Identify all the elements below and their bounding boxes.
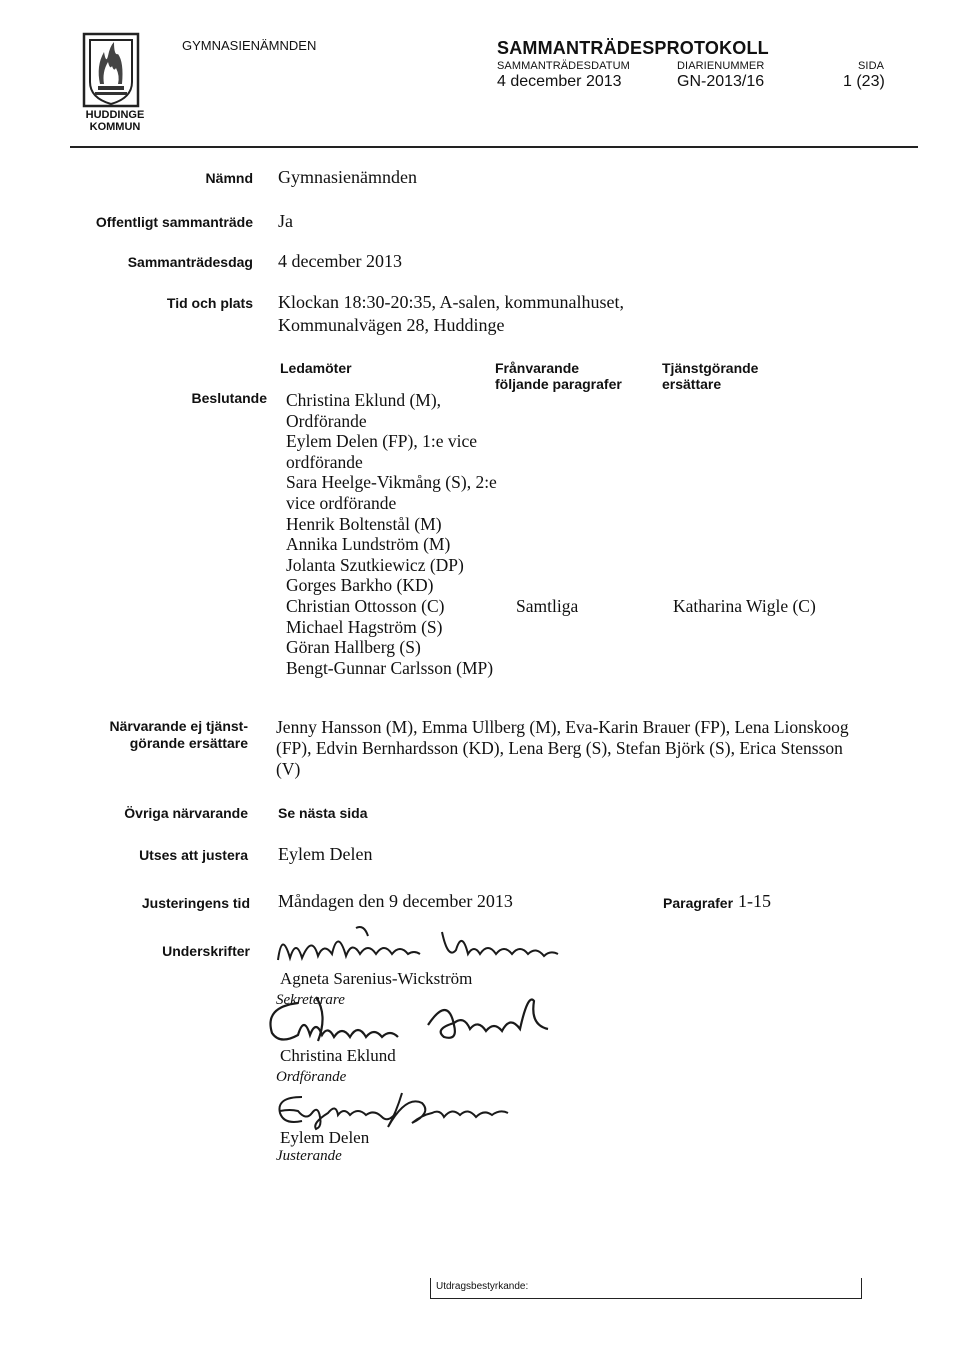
signatory-role-2: Ordförande [276, 1069, 347, 1085]
offentligt-value: Ja [278, 211, 293, 231]
offentligt-label: Offentligt sammanträde [95, 214, 253, 230]
signatory-name-3: Eylem Delen [280, 1128, 370, 1147]
handwritten-signature-icon [272, 1083, 522, 1133]
signatory-name-1: Agneta Sarenius-Wickström [280, 969, 473, 988]
ovriga-label: Övriga närvarande [124, 805, 248, 821]
tid-och-plats-label: Tid och plats [166, 295, 253, 311]
underskrifter-label: Underskrifter [162, 943, 250, 959]
list-item: Eylem Delen (FP), 1:e vice [286, 431, 477, 452]
sammantradesdag-label: Sammanträdesdag [127, 254, 253, 270]
list-item: Christian Ottosson (C) [286, 595, 445, 616]
date-label: SAMMANTRÄDESDATUM [497, 60, 630, 72]
col-franvarande: Frånvarande följande paragrafer [495, 360, 622, 392]
list-item: Ordförande [286, 410, 367, 431]
justera-value: Eylem Delen [278, 844, 373, 864]
list-item: ordförande [286, 451, 363, 472]
list-item: Jolanta Szutkiewicz (DP) [286, 554, 464, 575]
paragrafer-value: 1-15 [738, 891, 771, 911]
page-label: SIDA [858, 60, 885, 72]
header-divider [70, 146, 918, 148]
diary-number-value: GN-2013/16 [677, 73, 765, 90]
justeringens-tid-value: Måndagen den 9 december 2013 [278, 891, 513, 911]
ovriga-value: Se nästa sida [278, 805, 368, 821]
date-value: 4 december 2013 [497, 73, 622, 90]
certification-box [430, 1278, 862, 1299]
list-item: Sara Heelge-Vikmång (S), 2:e [286, 472, 497, 493]
col-tjanstgorande-ersattare: Tjänstgörande ersättare [662, 360, 759, 392]
handwritten-signature-icon [272, 920, 572, 975]
justera-label: Utses att justera [139, 847, 248, 863]
signatory-role-1: Sekreterare [276, 992, 345, 1008]
col-ledamoter: Ledamöter [280, 360, 352, 376]
justeringens-tid-label: Justeringens tid [141, 895, 250, 911]
list-item: Bengt-Gunnar Carlsson (MP) [286, 657, 494, 678]
signatory-role-3: Justerande [276, 1148, 342, 1164]
list-item: Göran Hallberg (S) [286, 637, 421, 658]
sammantradesdag-value: 4 december 2013 [278, 251, 402, 271]
paragrafer-label: Paragrafer [663, 895, 734, 911]
municipal-logo [82, 32, 140, 108]
franvarande-value: Samtliga [516, 596, 579, 616]
org-name: HUDDINGE KOMMUN [85, 109, 145, 133]
narvarande-label: Närvarande ej tjänst- görande ersättare [109, 718, 248, 751]
member-list [286, 390, 497, 678]
list-item: Christina Eklund (M), [286, 390, 442, 410]
signatory-name-2: Christina Eklund [280, 1046, 396, 1065]
page-number: 1 (23) [843, 73, 885, 90]
narvarande-value: Jenny Hansson (M), Emma Ullberg (M), Eva-Karin Brauer (FP), Lena Lionskoog (FP), Edvin Bernhardsson (KD), Lena Berg (S), Stefan Björk (S), Erica Stensson (V) [276, 717, 849, 779]
document-title: SAMMANTRÄDESPROTOKOLL [497, 38, 769, 58]
certification-label: Utdragsbestyrkande: [436, 1281, 529, 1292]
tid-och-plats-line2: Kommunalvägen 28, Huddinge [278, 315, 505, 335]
board-name: GYMNASIENÄMNDEN [182, 38, 317, 53]
namnd-label: Nämnd [205, 170, 253, 186]
ersattare-value: Katharina Wigle (C) [673, 596, 816, 616]
tid-och-plats-line1: Klockan 18:30-20:35, A-salen, kommunalhuset, [278, 292, 624, 312]
beslutande-label: Beslutande [191, 390, 267, 406]
list-item: Michael Hagström (S) [286, 616, 443, 637]
list-item: Henrik Boltenstål (M) [286, 513, 442, 534]
diary-number-label: DIARIENUMMER [677, 60, 765, 72]
list-item: vice ordförande [286, 492, 397, 513]
namnd-value: Gymnasienämnden [278, 167, 417, 187]
coat-of-arms-icon [82, 32, 140, 108]
list-item: Annika Lundström (M) [286, 534, 451, 555]
list-item: Gorges Barkho (KD) [286, 575, 434, 596]
handwritten-signature-icon [258, 985, 558, 1055]
